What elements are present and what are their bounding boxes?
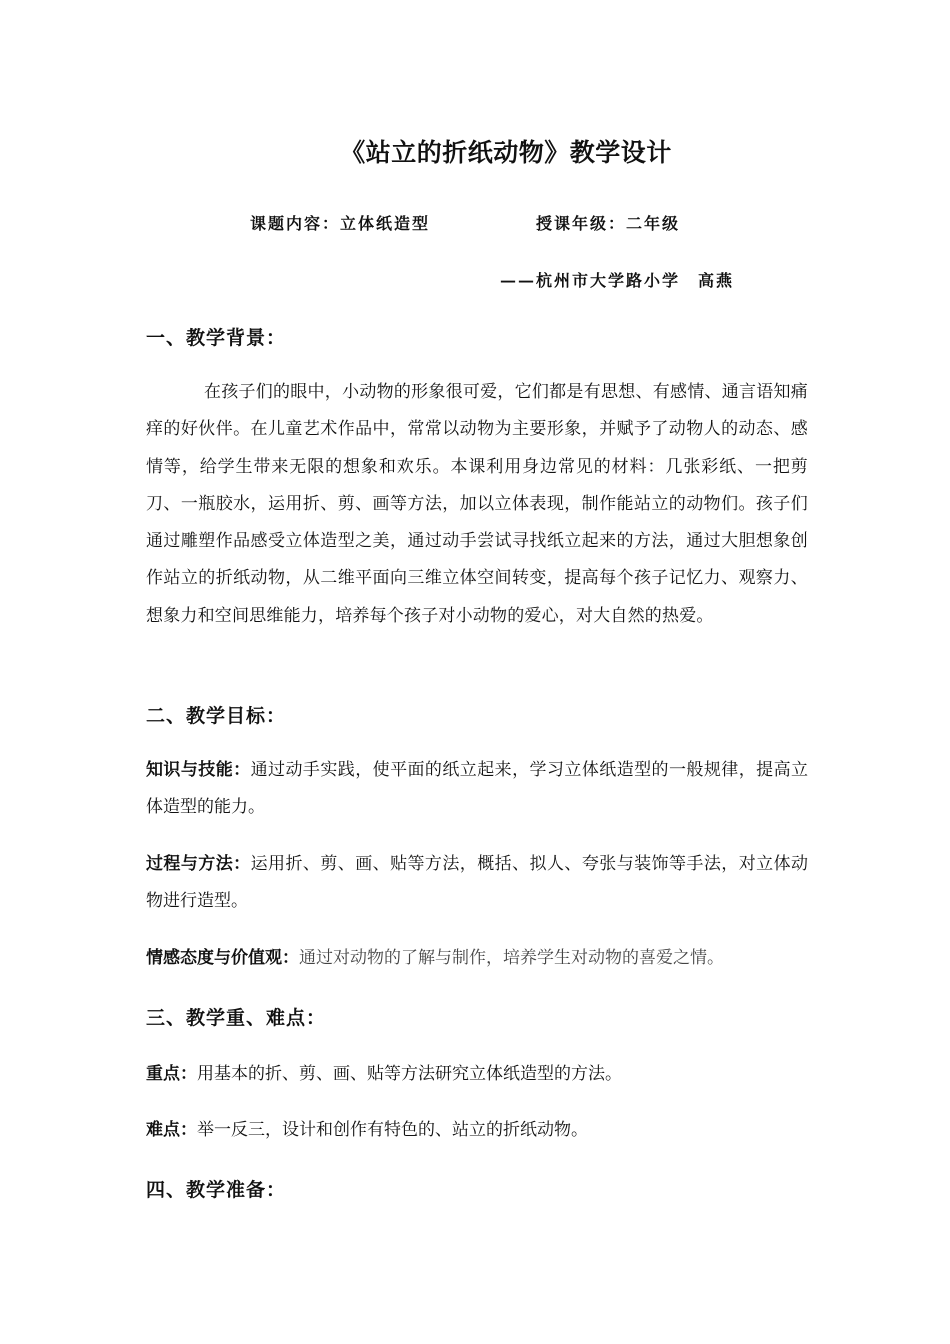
section-heading-background: 一、教学背景： — [146, 327, 287, 349]
goal-emotion-label: 情感态度与价值观： — [146, 948, 299, 968]
goal-emotion — [146, 940, 808, 977]
keypoint-key — [146, 1056, 808, 1093]
keypoint-difficult — [146, 1112, 808, 1149]
section-heading-preparation: 四、教学准备： — [146, 1179, 287, 1201]
keypoint-difficult-text: 举一反三，设计和创作有特色的、站立的折纸动物。 — [197, 1120, 588, 1140]
section-heading-goals: 二、教学目标： — [146, 705, 287, 727]
keypoint-difficult-label: 难点： — [146, 1120, 197, 1140]
author-line: ——杭州市大学路小学 高燕 — [500, 271, 735, 290]
goal-knowledge — [146, 752, 808, 826]
goal-process-label: 过程与方法： — [146, 854, 251, 874]
lesson-grade: 授课年级：二年级 — [536, 214, 681, 233]
background-paragraph: 在孩子们的眼中，小动物的形象很可爱，它们都是有思想、有感情、通言语知痛痒的好伙伴。在儿童艺术作品中，常常以动物为主要形象，并赋予了动物人的动态、感情等，给学生带来无限的想象和欢乐。本课利用身边常见的材料：几张彩纸、一把剪刀、一瓶胶水，运用折、剪、画等方法，加以立体表现，制作能站立的动物们。孩子们通过雕塑作品感受立体造型之美，通过动手尝试寻找纸立起来的方法，通过大胆想象创作站立的折纸动物，从二维平面向三维立体空间转变，提高每个孩子记忆力、观察力、想象力和空间思维能力，培养每个孩子对小动物的爱心，对大自然的热爱。 — [146, 382, 808, 626]
goal-emotion-text: 通过对动物的了解与制作，培养学生对动物的喜爱之情。 — [299, 948, 724, 968]
lesson-topic: 课题内容：立体纸造型 — [250, 214, 431, 233]
keypoint-key-label: 重点： — [146, 1064, 197, 1084]
goal-process-text: 运用折、剪、画、贴等方法，概括、拟人、夸张与装饰等手法，对立体动物进行造型。 — [146, 854, 809, 911]
section-heading-keypoints: 三、教学重、难点： — [146, 1007, 327, 1029]
keypoint-key-text: 用基本的折、剪、画、贴等方法研究立体纸造型的方法。 — [197, 1064, 622, 1084]
goal-knowledge-text: 通过动手实践，使平面的纸立起来，学习立体纸造型的一般规律，提高立体造型的能力。 — [146, 760, 809, 817]
document-title: 《站立的折纸动物》教学设计 — [340, 138, 672, 167]
goal-knowledge-label: 知识与技能： — [146, 760, 251, 780]
goal-process — [146, 846, 808, 920]
